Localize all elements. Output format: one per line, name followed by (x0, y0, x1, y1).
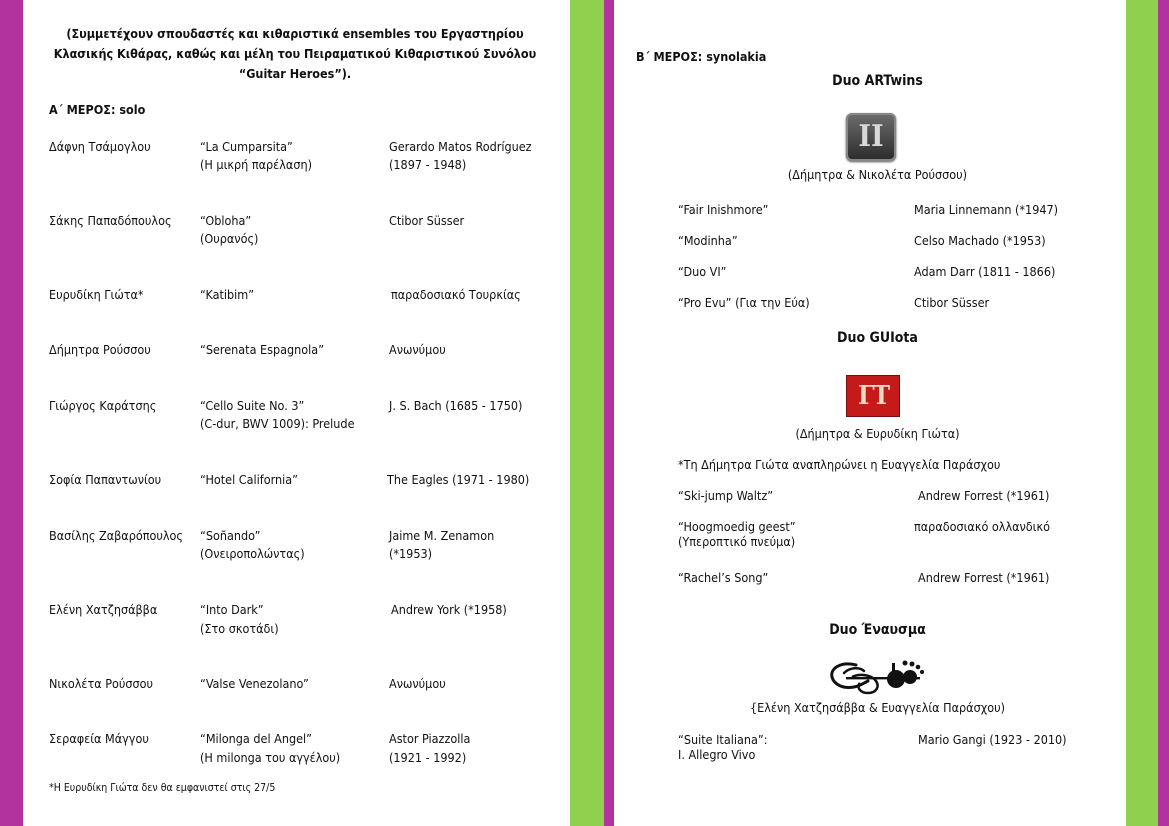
work-title: “Into Dark” (200, 602, 264, 617)
composer-name: Ανωνύμου (389, 676, 446, 691)
performer-name: Γιώργος Καράτσης (49, 398, 157, 413)
footnote: *Η Ευρυδίκη Γιώτα δεν θα εμφανιστεί στις 27/5 (49, 782, 276, 794)
piece-composer: Adam Darr (1811 - 1866) (914, 264, 1056, 279)
work-title: “Soñando” (200, 528, 261, 543)
composer-name: Gerardo Matos Rodríguez (389, 139, 532, 154)
work-subtitle: (Ονειροπολώντας) (200, 546, 305, 561)
guiota-logo-glyph: ΓΤ (857, 381, 888, 411)
piece-title: “Pro Evu” (Για την Εύα) (678, 295, 810, 310)
artwins-logo (846, 113, 896, 161)
composer-name: The Eagles (1971 - 1980) (387, 472, 530, 487)
duo-guiota-title: Duo GUIota (837, 330, 918, 346)
piece-composer: Celso Machado (*1953) (914, 233, 1046, 248)
performer-name: Βασίλης Ζαβαρόπουλος (49, 528, 184, 543)
performer-name: Σάκης Παπαδόπουλος (49, 213, 172, 228)
piece-subtitle: I. Allegro Vivo (678, 747, 756, 762)
guiota-logo (846, 375, 900, 417)
intro-line-3: “Guitar Heroes”). (238, 66, 352, 81)
composer-name: Ctibor Süsser (389, 213, 465, 228)
composer-name: Jaime M. Zenamon (389, 528, 495, 543)
composer-name: παραδοσιακό Τουρκίας (391, 287, 521, 302)
performer-name: Ευρυδίκη Γιώτα* (49, 287, 144, 302)
piece-composer: Andrew Forrest (*1961) (918, 488, 1050, 503)
composer-dates: (1897 - 1948) (389, 157, 467, 172)
piece-title: “Fair Inishmore” (678, 202, 769, 217)
work-subtitle: (Στο σκοτάδι) (200, 621, 279, 636)
green-stripe-right (1126, 0, 1158, 826)
performer-name: Ελένη Χατζησάββα (49, 602, 158, 617)
piece-title: “Rachel’s Song” (678, 570, 769, 585)
duo-artwins-members: (Δήμητρα & Νικολέτα Ρούσσου) (787, 167, 968, 182)
composer-name: Ανωνύμου (389, 342, 446, 357)
duo-artwins-title: Duo ARTwins (832, 73, 923, 89)
composer-dates: (*1953) (389, 546, 433, 561)
piece-title: “Suite Italiana”: (678, 732, 768, 747)
duo-enavsma-members: {Ελένη Χατζησάββα & Ευαγγελία Παράσχου) (749, 700, 1005, 715)
magenta-stripe-center (604, 0, 614, 826)
duo-guiota-members: (Δήμητρα & Ευρυδίκη Γιώτα) (795, 426, 960, 441)
piece-title: “Hoogmoedig geest” (678, 519, 796, 534)
artwins-logo-glyph: II (858, 119, 884, 154)
intro-line-2: Κλασικής Κιθάρας, καθώς και μέλη του Πειραματικού Κιθαριστικού Συνόλου (53, 46, 537, 61)
piece-title: “Modinha” (678, 233, 738, 248)
work-subtitle: (Ουρανός) (200, 231, 259, 246)
piece-composer: παραδοσιακό ολλανδικό (914, 519, 1050, 534)
performer-name: Δάφνη Τσάμογλου (49, 139, 151, 154)
composer-name: Astor Piazzolla (389, 731, 471, 746)
work-title: “La Cumparsita” (200, 139, 293, 154)
intro-line-1: (Συμμετέχουν σπουδαστές και κιθαριστικά ensembles του Εργαστηρίου (66, 26, 524, 41)
work-title: “Milonga del Angel” (200, 731, 312, 746)
work-subtitle: (Η μικρή παρέλαση) (200, 157, 312, 172)
duo-enavsma-title: Duo Έναυσμα (829, 622, 926, 638)
performer-name: Σεραφεία Μάγγου (49, 731, 149, 746)
piece-title: “Duo VI” (678, 264, 727, 279)
performer-name: Νικολέτα Ρούσσου (49, 676, 154, 691)
composer-name: J. S. Bach (1685 - 1750) (389, 398, 523, 413)
work-title: “Serenata Espagnola” (200, 342, 325, 357)
enavsma-guitar-logo (826, 653, 928, 695)
performer-name: Δήμητρα Ρούσσου (49, 342, 151, 357)
piece-composer: Andrew Forrest (*1961) (918, 570, 1050, 585)
piece-composer: Ctibor Süsser (914, 295, 990, 310)
piece-composer: Mario Gangi (1923 - 2010) (918, 732, 1067, 747)
green-stripe-center (570, 0, 604, 826)
section-title-synolakia: Β΄ ΜΕΡΟΣ: synolakia (636, 49, 767, 64)
work-subtitle: (C-dur, BWV 1009): Prelude (200, 416, 355, 431)
performer-name: Σοφία Παπαντωνίου (49, 472, 162, 487)
work-title: “Hotel California” (200, 472, 298, 487)
piece-subtitle: (Υπεροπτικό πνεύμα) (678, 534, 796, 549)
section-title-solo: Α΄ ΜΕΡΟΣ: solo (49, 102, 146, 117)
duo-guiota-note: *Τη Δήμητρα Γιώτα αναπληρώνει η Ευαγγελία Παράσχου (678, 457, 1001, 472)
work-title: “Katibim” (200, 287, 255, 302)
work-title: “Obloha” (200, 213, 252, 228)
work-subtitle: (Η milonga του αγγέλου) (200, 750, 341, 765)
work-title: “Valse Venezolano” (200, 676, 309, 691)
magenta-stripe-right (1158, 0, 1169, 826)
composer-name: Andrew York (*1958) (391, 602, 507, 617)
magenta-stripe-left (0, 0, 23, 826)
piece-composer: Maria Linnemann (*1947) (914, 202, 1059, 217)
composer-dates: (1921 - 1992) (389, 750, 467, 765)
work-title: “Cello Suite No. 3” (200, 398, 305, 413)
piece-title: “Ski-jump Waltz” (678, 488, 774, 503)
